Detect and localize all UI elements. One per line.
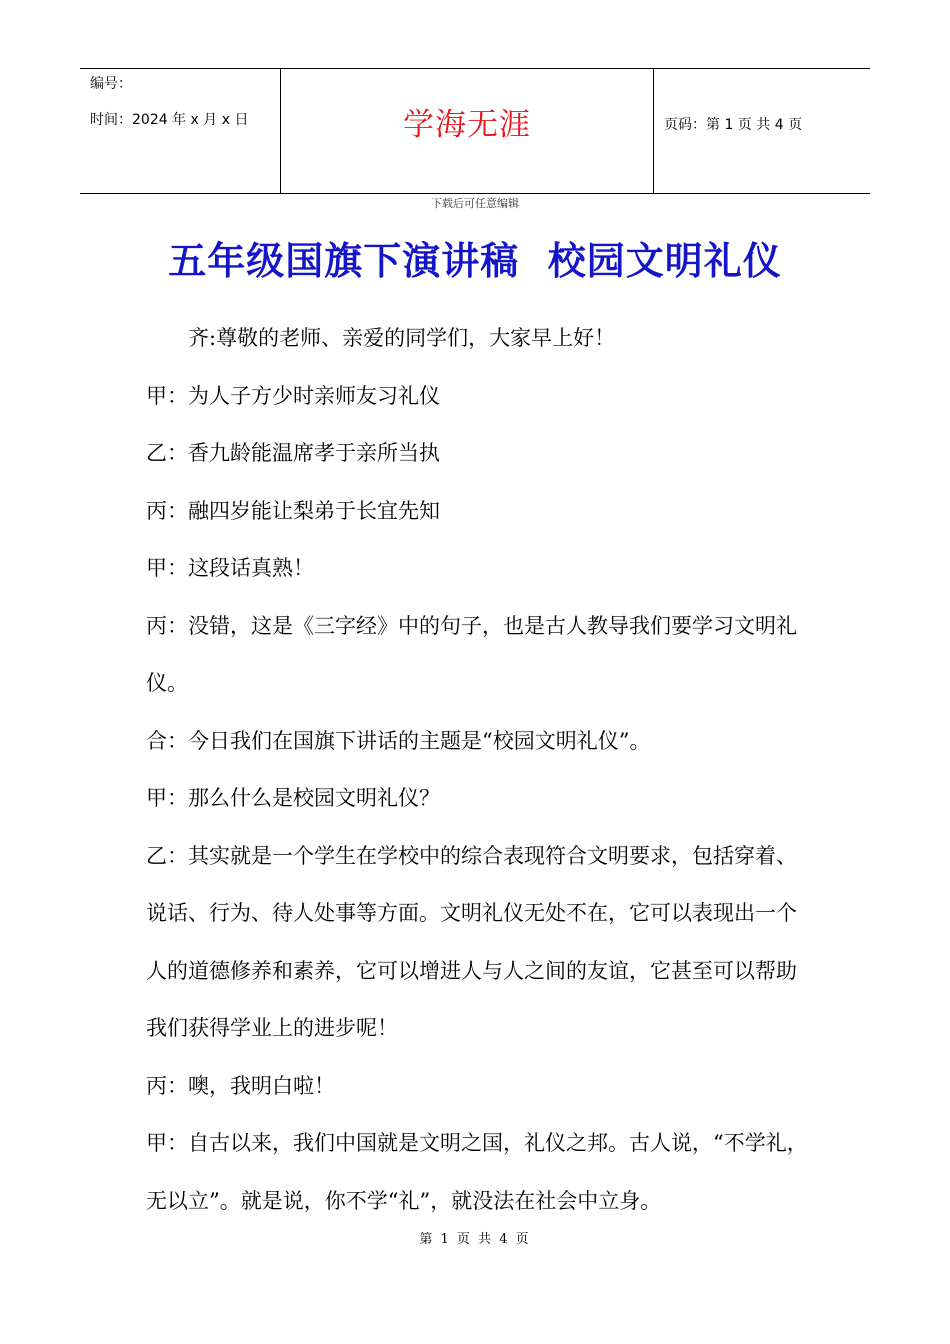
paragraph: 丙：噢，我明白啦！ — [146, 1073, 335, 1098]
speech-body — [146, 310, 810, 1230]
page-info: 页码：第 1 页 共 4 页 — [664, 117, 803, 133]
paragraph: 丙：融四岁能让梨弟于长宜先知 — [146, 498, 440, 523]
header-page-cell — [654, 69, 870, 193]
paragraph: 丙：没错，这是《三字经》中的句子，也是古人教导我们要学习文明礼仪。 — [146, 613, 797, 695]
paragraph-greeting: 齐:尊敬的老师、亲爱的同学们，大家早上好！ — [188, 326, 616, 350]
paragraph: 甲：为人子方少时亲师友习礼仪 — [146, 383, 440, 408]
paragraph: 甲：这段话真熟！ — [146, 556, 314, 580]
document-date: 时间：2024 年 x 月 x 日 — [90, 112, 249, 128]
paragraph: 甲：那么什么是校园文明礼仪？ — [146, 786, 440, 810]
header-meta-cell — [80, 69, 281, 193]
paragraph: 乙：其实就是一个学生在学校中的综合表现符合文明要求，包括穿着、说话、行为、待人处事等方面。文明礼仪无处不在，它可以表现出一个人的道德修养和素养，它可以增进人与人之间的友谊，它甚至可以帮助我们获得学业上的进步呢！ — [146, 843, 797, 1040]
paragraph: 乙：香九龄能温席孝于亲所当执 — [146, 441, 440, 465]
header-brand-cell — [281, 69, 654, 193]
paragraph: 甲：自古以来，我们中国就是文明之国，礼仪之邦。古人说，“不学礼，无以立”。就是说，你不学“礼”，就没法在社会中立身。 — [146, 1131, 808, 1213]
document-number: 编号： — [90, 76, 132, 92]
page-footer: 第 1 页 共 4 页 — [419, 1232, 531, 1247]
edit-note: 下载后可任意编辑 — [431, 197, 519, 210]
paragraph: 合：今日我们在国旗下讲话的主题是“校园文明礼仪”。 — [146, 728, 651, 753]
header-table — [80, 68, 870, 194]
brand-logo-text: 学海无涯 — [403, 107, 531, 143]
document-title: 五年级国旗下演讲稿 校园文明礼仪 — [168, 239, 782, 283]
